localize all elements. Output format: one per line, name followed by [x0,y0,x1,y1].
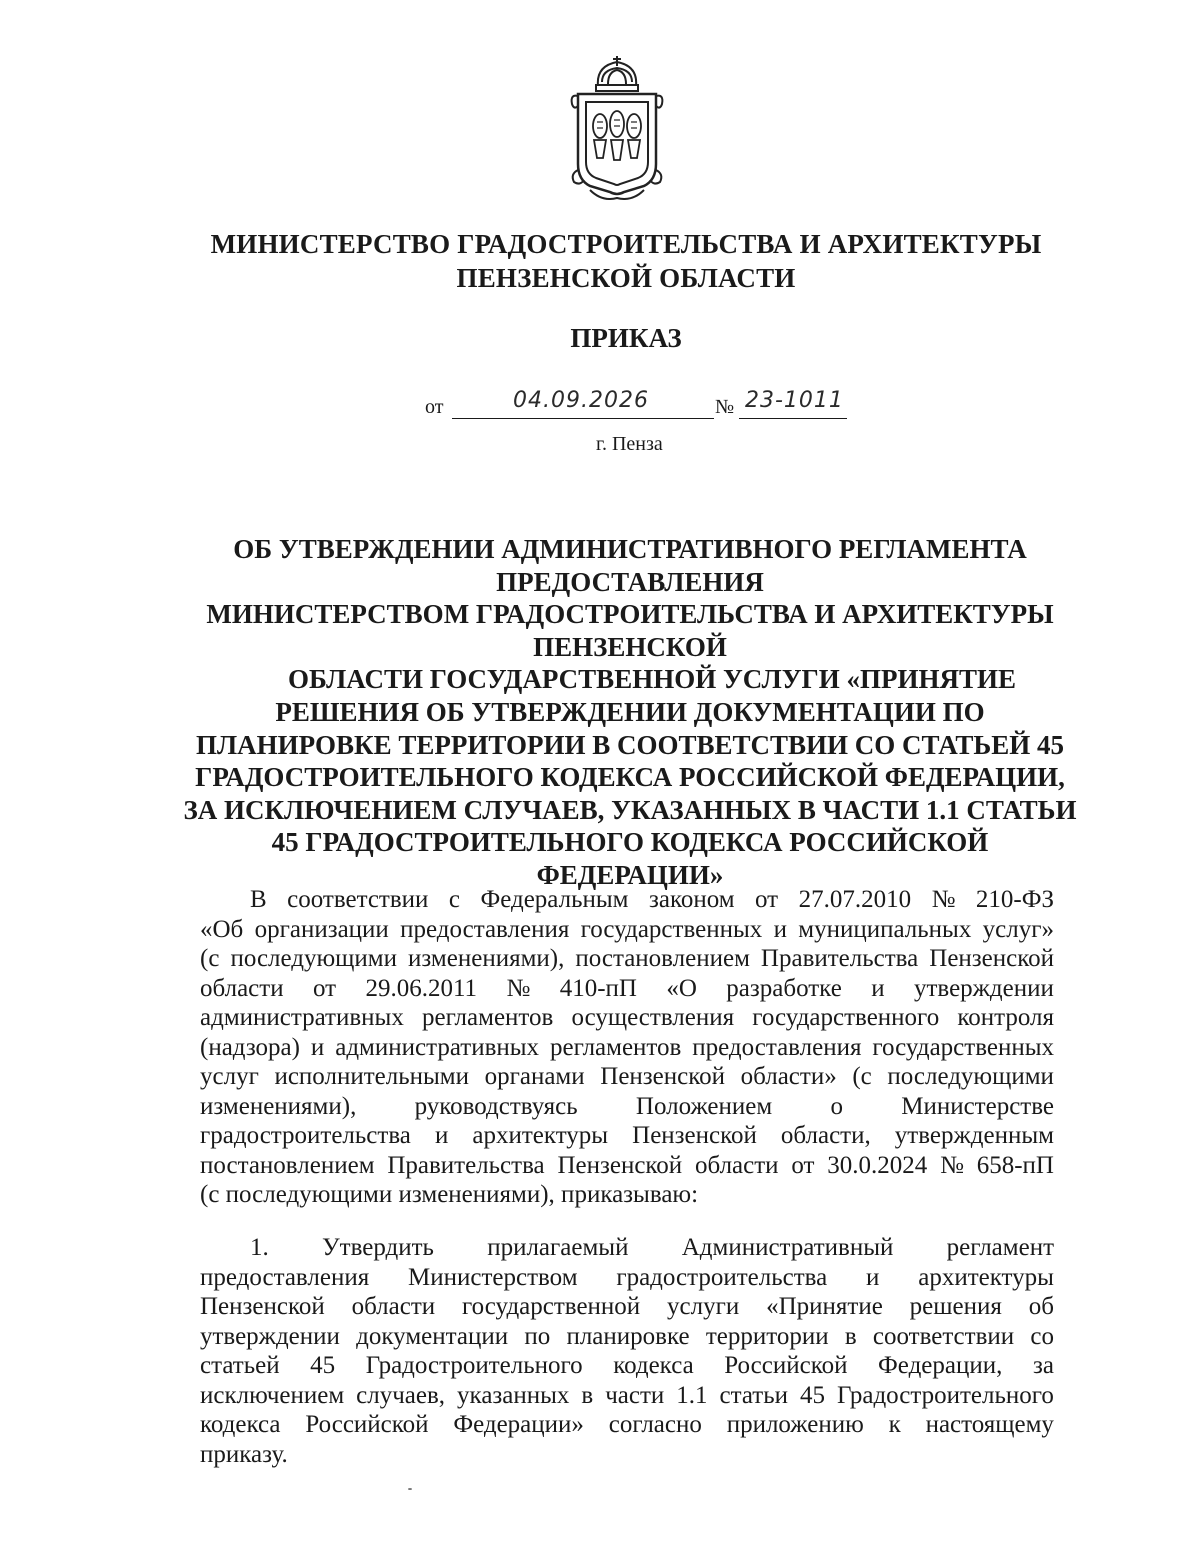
ministry-name-line-1: МИНИСТЕРСТВО ГРАДОСТРОИТЕЛЬСТВА И АРХИТЕКТУРЫ [210,229,1042,259]
coat-of-arms-emblem [568,52,666,200]
word: законом [648,886,735,913]
number-prefix: № [715,396,735,418]
text-line [200,1092,1054,1122]
word: к [888,1411,901,1438]
word: градостроительства [200,1122,411,1149]
title-line: ПЕНЗЕНСКОЙ [533,631,727,662]
word: утвержденным [894,1122,1054,1149]
text-line [200,1263,1054,1293]
word: № [940,1151,964,1179]
word: регламентов [549,1033,682,1061]
word: случаев, [356,1381,446,1409]
word: Правительства [760,945,919,972]
word: от [791,1151,815,1179]
word: постановлением [200,1151,375,1179]
word: Федерации, [878,1352,1003,1379]
word: (с последующими изменениями), приказываю: [200,1181,699,1208]
text-line [200,1322,1054,1352]
word: Градостроительного [365,1352,583,1379]
word: муниципальных [798,915,972,943]
order-number: 23-1011 [745,388,844,413]
word: за [1032,1352,1054,1379]
word: согласно [608,1411,702,1438]
word: органами [484,1063,585,1090]
city-name: г. Пенза [596,433,663,455]
word: статьей [200,1352,280,1379]
word: (надзора) [200,1033,300,1061]
word: утверждении [913,974,1054,1002]
word: Российской [724,1352,848,1379]
word: по [524,1322,551,1350]
word: услуг» [982,915,1054,943]
order-heading: ПРИКАЗ [570,323,682,353]
word: в [844,1322,857,1350]
word: государственной [462,1293,641,1320]
title-line: ГРАДОСТРОИТЕЛЬНОГО КОДЕКСА РОССИЙСКОЙ ФЕДЕРАЦИИ, [195,762,1065,793]
word: постановлением [575,945,750,972]
word: административных [335,1033,540,1061]
item-1-paragraph [200,1233,1054,1469]
number-underline [739,418,847,419]
text-line [200,1410,1054,1440]
word: архитектуры [472,1122,609,1149]
word: планировке [566,1322,690,1350]
text-line [200,885,1054,915]
word: государственного [752,1004,940,1031]
title-line: ЗА ИСКЛЮЧЕНИЕМ СЛУЧАЕВ, УКАЗАННЫХ В ЧАСТИ 1.1 СТАТЬИ [183,794,1077,825]
word: об [1028,1293,1054,1320]
text-line [200,1351,1054,1381]
word: области [200,974,284,1002]
word: регламентов [421,1004,554,1031]
word: о [830,1092,843,1120]
word: услуг [200,1063,259,1090]
word: настоящему [925,1411,1054,1438]
word: «О [666,974,697,1002]
word: организации [254,915,389,943]
scan-speck [408,1488,412,1490]
word: области [351,1293,436,1320]
text-line [200,974,1054,1004]
word: предоставления [692,1033,862,1061]
title-line: ОБЛАСТИ ГОСУДАРСТВЕННОЙ УСЛУГИ «ПРИНЯТИЕ [288,664,1016,695]
text-line [200,1440,1054,1470]
word: разработке [726,974,842,1002]
title-line: ПЛАНИРОВКЕ ТЕРРИТОРИИ В СООТВЕТСТВИИ СО СТАТЬЕЙ 45 [196,729,1064,760]
word: изменениями), [408,945,565,972]
word: кодекса [200,1411,281,1438]
word: руководствуясь [414,1092,578,1120]
word: административных [200,1004,404,1031]
preamble-paragraph [200,885,1054,1210]
word: приложению [726,1411,864,1438]
word: Российской [305,1411,429,1438]
word: 30.0.2024 [827,1151,928,1179]
word: регламент [946,1234,1054,1261]
date-prefix: от [425,396,444,418]
word: соответствии [872,1322,1015,1350]
word: от [755,886,779,913]
word: области [694,1151,779,1179]
word: контроля [957,1004,1054,1031]
word: (с [200,945,220,972]
text-line [200,1151,1054,1181]
word: последующими [230,945,398,972]
text-line [200,1233,1054,1263]
text-line [200,944,1054,974]
word: государственных [872,1033,1054,1061]
text-line [200,1121,1054,1151]
word: 1. [250,1234,269,1261]
word: услуги [667,1293,740,1320]
word: 210-ФЗ [975,886,1054,913]
word: статьи [719,1381,788,1409]
word: предоставления [400,915,570,943]
word: 1.1 [676,1381,708,1409]
word: изменениями), [200,1092,357,1120]
word: Пензенской [929,945,1054,972]
word: области, [780,1122,871,1149]
word: Пензенской [200,1293,325,1320]
title-line: МИНИСТЕРСТВОМ ГРАДОСТРОИТЕЛЬСТВА И АРХИТЕКТУРЫ [206,599,1054,630]
word: части [605,1381,665,1409]
word: (с [852,1063,872,1090]
text-line [200,1033,1054,1063]
word: В [250,886,267,913]
date-underline [452,418,714,419]
word: решения [909,1293,1002,1320]
word: Утвердить [321,1234,434,1261]
word: со [1030,1322,1054,1350]
word: государственных [580,915,763,943]
word: исключением [200,1381,345,1409]
word: территории [705,1322,829,1350]
word: 29.06.2011 [365,974,478,1002]
word: Правительства [387,1151,545,1179]
ministry-name-line-2: ПЕНЗЕНСКОЙ ОБЛАСТИ [456,263,796,293]
text-line [200,1292,1054,1322]
word: и [773,915,787,943]
text-line [200,1062,1054,1092]
word: градостроительства [616,1263,828,1291]
word: указанных [457,1381,570,1409]
text-line [200,1180,1054,1210]
word: утверждении [200,1322,340,1350]
word: 45 [799,1381,825,1409]
word: исполнительными [274,1063,469,1090]
title-line: 45 ГРАДОСТРОИТЕЛЬНОГО КОДЕКСА РОССИЙСКОЙ [271,827,989,858]
word: Федерации» [453,1411,584,1438]
word: Пензенской [557,1151,683,1179]
title-line: ПРЕДОСТАВЛЕНИЯ [496,566,764,597]
word: 410-пП [559,974,637,1002]
word: с [448,886,460,913]
title-line: ОБ УТВЕРЖДЕНИИ АДМИНИСТРАТИВНОГО РЕГЛАМЕНТА [233,534,1027,564]
word: Пензенской [600,1063,725,1090]
word: Градостроительного [836,1381,1054,1409]
word: архитектуры [918,1263,1054,1291]
title-line: ФЕДЕРАЦИИ» [536,859,724,890]
word: Пензенской [632,1122,757,1149]
word: 27.07.2010 [798,886,912,913]
text-line [200,1381,1054,1411]
word: предоставления [200,1263,370,1291]
word: Министерстве [901,1092,1054,1120]
word: и [310,1033,325,1061]
text-line [200,915,1054,945]
word: осуществления [571,1004,735,1031]
word: области» [740,1063,837,1090]
word: и [866,1263,880,1291]
word: Административный [681,1234,894,1261]
title-line: РЕШЕНИЯ ОБ УТВЕРЖДЕНИИ ДОКУМЕНТАЦИИ ПО [275,696,985,727]
word: «Об [200,915,244,943]
word: кодекса [613,1352,694,1379]
word: «Принятие [766,1293,883,1320]
word: Положением [635,1092,773,1120]
word: в [581,1381,594,1409]
word: 658-пП [976,1151,1054,1179]
word: и [871,974,885,1002]
word: и [434,1122,449,1149]
word: приказу. [200,1440,288,1468]
word: Федеральным [480,886,629,913]
word: 45 [310,1352,336,1379]
word: последующими [887,1063,1054,1090]
word: № [506,974,531,1002]
document-title [180,533,1080,892]
ministry-name [0,227,1200,295]
word: прилагаемый [487,1234,629,1261]
word: документации [356,1322,509,1350]
text-line [200,1003,1054,1033]
word: соответствии [287,886,429,913]
order-date: 04.09.2026 [513,388,649,413]
word: № [931,886,956,913]
word: Министерством [408,1263,578,1291]
word: от [312,974,337,1002]
